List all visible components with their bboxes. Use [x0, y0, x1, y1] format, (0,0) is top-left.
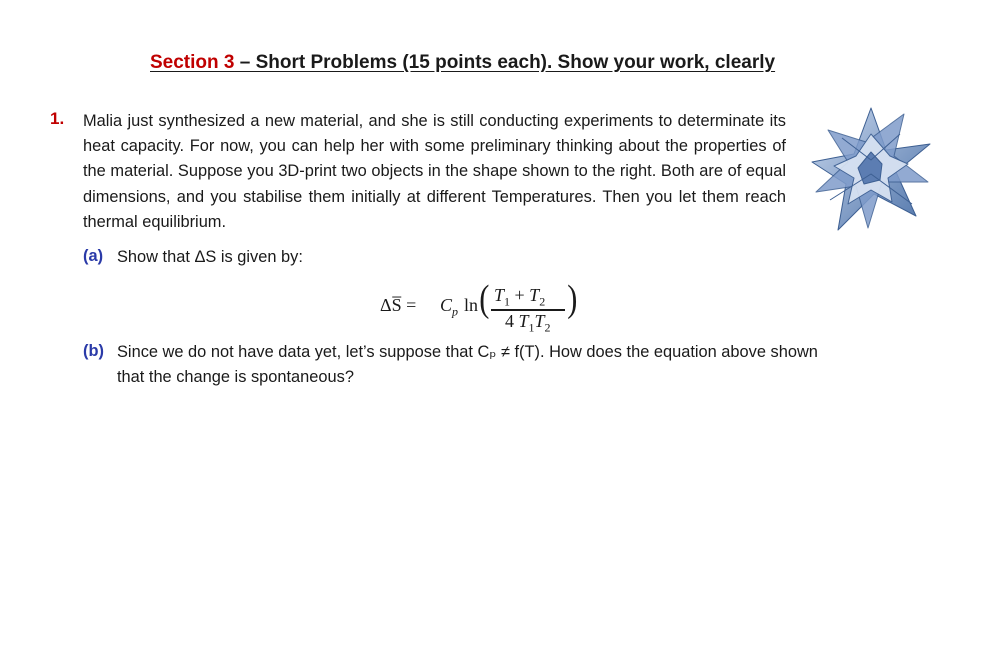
section-number: Section 3: [150, 52, 235, 73]
eq-right-paren: ): [567, 278, 578, 320]
eq-left-paren: (: [479, 278, 490, 320]
part-b-line1: Since we do not have data yet, let’s suppose that Cₚ ≠ f(T). How does the equation above shown: [117, 343, 818, 361]
section-heading: [150, 52, 775, 74]
section-title: – Short Problems (15 points each). Show your work, clearly: [234, 52, 776, 73]
eq-denominator: 4 $T_1T_2$: [505, 311, 551, 335]
part-b-line2: that the change is spontaneous?: [117, 368, 354, 386]
star-polyhedron-image: [808, 104, 934, 236]
part-a-label: (a): [83, 247, 104, 265]
question-text: Malia just synthesized a new material, and she is still conducting experiments to determinate its heat capacity. For now, you can help her with some preliminary thinking about the properties of the material. Suppose you 3D-print two objects in the shape shown to the right. Both are of equal dimensions, and you stabilise them initially at different Temperatures. Then you let them reach thermal equilibrium.: [83, 112, 786, 231]
eq-lhs: ΔS̅ =: [380, 295, 417, 315]
entropy-equation: [380, 275, 610, 337]
part-b-label: (b): [83, 342, 104, 360]
part-a-text: Show that ΔS is given by:: [117, 248, 303, 266]
question-number: 1.: [50, 109, 65, 128]
eq-ln: ln: [464, 295, 479, 315]
eq-cp: $C_p$: [440, 295, 459, 319]
eq-numerator: $T_1 + T_2$: [494, 285, 546, 309]
